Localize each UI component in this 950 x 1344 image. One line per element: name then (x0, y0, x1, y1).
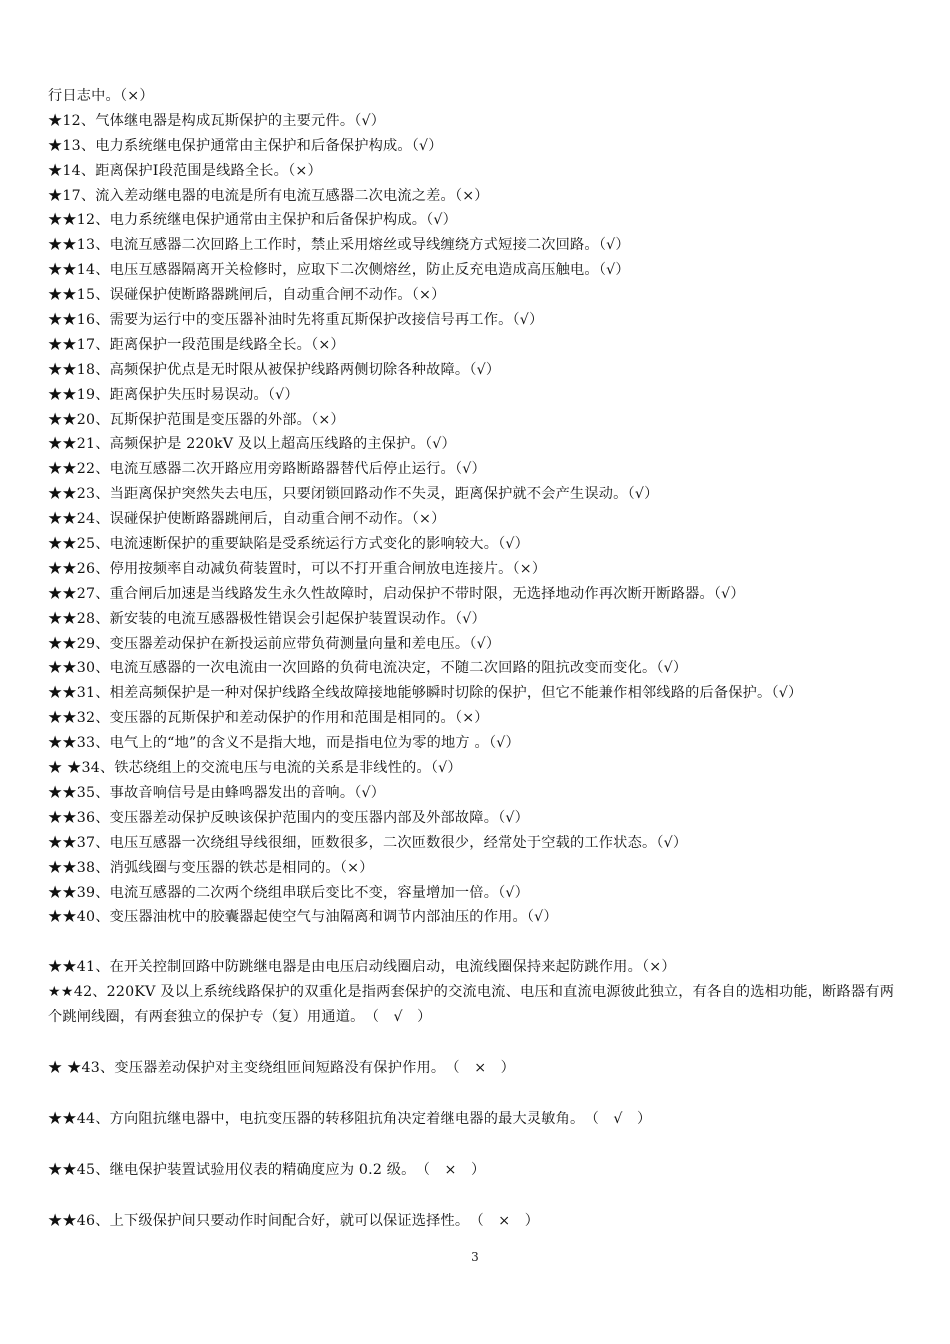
list-item: ★★45、继电保护装置试验用仪表的精确度应为 0.2 级。 （ × ） (48, 1161, 486, 1178)
page-number: 3 (471, 1250, 479, 1264)
list-item: ★★13、电流互感器二次回路上工作时，禁止采用熔丝或导线缠绕方式短接二次回路。（√） (48, 237, 630, 254)
list-item: ★ ★34、铁芯绕组上的交流电压与电流的关系是非线性的。（√） (48, 760, 462, 777)
list-item: ★★19、距离保护失压时易误动。（√） (48, 386, 299, 403)
list-item: ★ ★43、变压器差动保护对主变绕组匝间短路没有保护作用。 （ × ） (48, 1059, 516, 1076)
list-item: ★★39、电流互感器的二次两个绕组串联后变比不变，容量增加一倍。（√） (48, 884, 529, 901)
list-item: ★★44、方向阻抗继电器中，电抗变压器的转移阻抗角决定着继电器的最大灵敏角。 （ √ ） (48, 1110, 652, 1127)
spacer (48, 1030, 908, 1056)
spacer (48, 1183, 908, 1209)
list-item: ★★28、新安装的电流互感器极性错误会引起保护装置误动作。（√） (48, 610, 486, 627)
list-item: ★★22、电流互感器二次开路应用旁路断路器替代后停止运行。（√） (48, 461, 486, 478)
spacer (48, 1081, 908, 1107)
list-item: ★★32、变压器的瓦斯保护和差动保护的作用和范围是相同的。（×） (48, 710, 489, 727)
list-item: ★★42、220KV 及以上系统线路保护的双重化是指两套保护的交流电流、电压和直流电源彼此独立，有各自的选相功能，断路器有两个跳闸线圈，有两套独立的保护专（复）用通道。 （ √ ） (48, 984, 895, 1026)
list-item: ★★16、需要为运行中的变压器补油时先将重瓦斯保护改接信号再工作。（√） (48, 312, 544, 329)
list-item: ★★36、变压器差动保护反映该保护范围内的变压器内部及外部故障。（√） (48, 809, 529, 826)
question-list (48, 84, 908, 1234)
list-item: ★★30、电流互感器的一次电流由一次回路的负荷电流决定，不随二次回路的阻抗改变而变化。（√） (48, 660, 688, 677)
list-item: ★★24、误碰保护使断路器跳闸后，自动重合闸不动作。（×） (48, 511, 446, 528)
list-item: ★12、气体继电器是构成瓦斯保护的主要元件。（√） (48, 112, 386, 129)
list-item: ★17、流入差动继电器的电流是所有电流互感器二次电流之差。（×） (48, 187, 489, 204)
list-item: ★★46、上下级保护间只要动作时间配合好，就可以保证选择性。 （ × ） (48, 1212, 540, 1229)
list-item: ★★40、变压器油枕中的胶囊器起使空气与油隔离和调节内部油压的作用。（√） (48, 909, 558, 926)
list-item: ★★21、高频保护是 220kV 及以上超高压线路的主保护。（√） (48, 436, 456, 453)
list-item: ★★12、电力系统继电保护通常由主保护和后备保护构成。（√） (48, 212, 458, 229)
list-item: ★★26、停用按频率自动减负荷装置时，可以不打开重合闸放电连接片。（×） (48, 560, 547, 577)
list-item: ★★17、距离保护一段范围是线路全长。（×） (48, 336, 345, 353)
list-item: ★★14、电压互感器隔离开关检修时，应取下二次侧熔丝，防止反充电造成高压触电。（√） (48, 262, 630, 279)
spacer (48, 1132, 908, 1158)
list-item: ★★27、重合闸后加速是当线路发生永久性故障时，启动保护不带时限，无选择地动作再次断开断路器。（√） (48, 585, 745, 602)
list-item: ★★41、在开关控制回路中防跳继电器是由电压启动线圈启动，电流线圈保持来起防跳作用。（×） (48, 959, 676, 976)
spacer (48, 930, 908, 955)
list-item: 行日志中。（×） (48, 88, 154, 104)
list-item: ★★37、电压互感器一次绕组导线很细，匝数很多，二次匝数很少，经常处于空载的工作状态。（√） (48, 834, 688, 851)
list-item: ★★29、变压器差动保护在新投运前应带负荷测量向量和差电压。（√） (48, 635, 501, 652)
list-item: ★13、电力系统继电保护通常由主保护和后备保护构成。（√） (48, 137, 443, 154)
list-item: ★★23、当距离保护突然失去电压，只要闭锁回路动作不失灵，距离保护就不会产生误动。（√） (48, 486, 659, 503)
list-item: ★★15、误碰保护使断路器跳闸后，自动重合闸不动作。（×） (48, 287, 446, 304)
list-item: ★★18、高频保护优点是无时限从被保护线路两侧切除各种故障。（√） (48, 361, 501, 378)
list-item: ★★25、电流速断保护的重要缺陷是受系统运行方式变化的影响较大。（√） (48, 536, 529, 553)
list-item: ★14、距离保护Ⅰ段范围是线路全长。（×） (48, 162, 322, 179)
list-item: ★★33、电气上的“地”的含义不是指大地，而是指电位为零的地方 。（√） (48, 735, 520, 752)
list-item: ★★35、事故音响信号是由蜂鸣器发出的音响。（√） (48, 784, 386, 801)
list-item: ★★31、相差高频保护是一种对保护线路全线故障接地能够瞬时切除的保护，但它不能兼作相邻线路的后备保护。（√） (48, 685, 803, 702)
list-item: ★★20、瓦斯保护范围是变压器的外部。（×） (48, 411, 345, 428)
list-item: ★★38、消弧线圈与变压器的铁芯是相同的。（×） (48, 859, 374, 876)
